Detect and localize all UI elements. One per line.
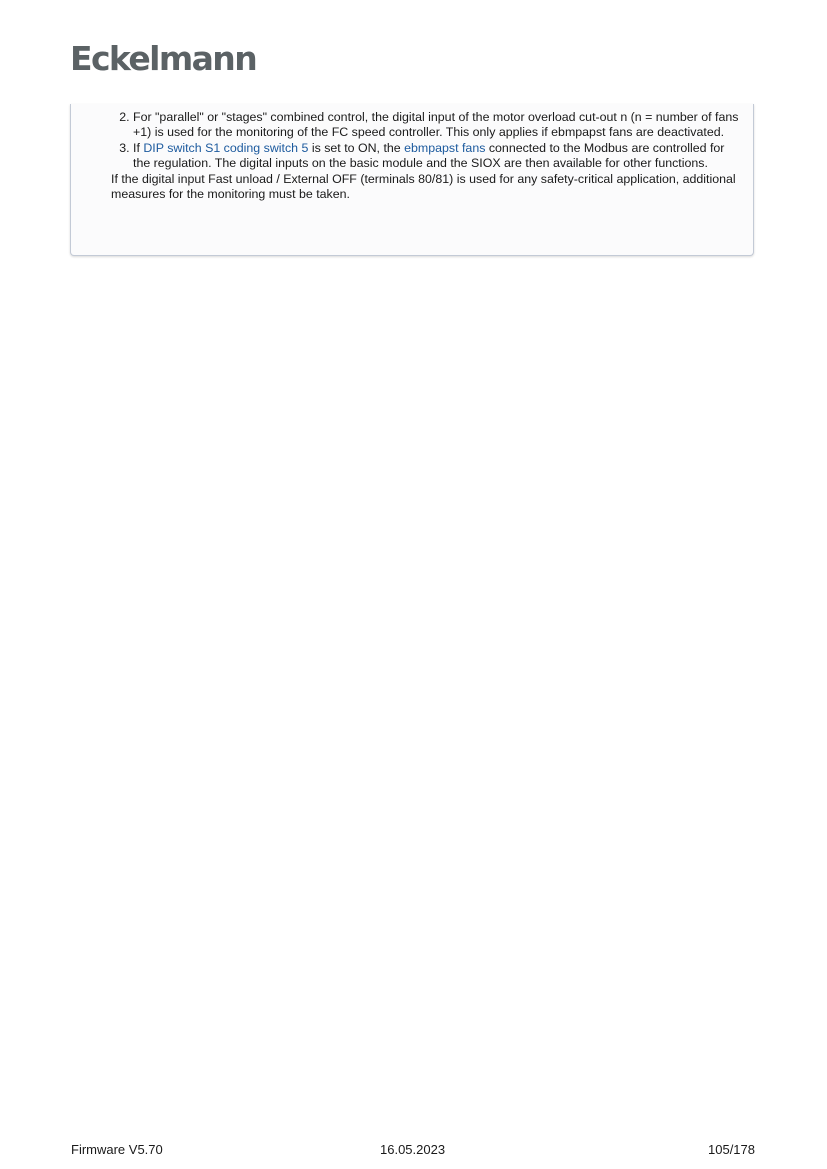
eckelmann-logo: Eckelmann [70,39,257,78]
note-list [111,110,743,172]
ebmpapst-fans-link[interactable]: ebmpapst fans [404,140,486,155]
list-item-3-text-after: connected to the Modbus are controlled for the regulation. The digital inputs on the basic module and the SIOX are then available for other functions. [133,140,725,171]
footer-page-number: 105/178 [708,1142,755,1157]
list-item-3-text-before: If [133,140,144,155]
footer-firmware: Firmware V5.70 [71,1142,163,1157]
list-item-3-text-middle: is set to ON, the [308,140,405,155]
footer-date: 16.05.2023 [380,1142,446,1157]
list-item-2 [133,110,743,141]
dip-switch-link[interactable]: DIP switch S1 coding switch 5 [143,140,309,155]
safety-warning-text: If the digital input Fast unload / External OFF (terminals 80/81) is used for any safety-critical application, additional measures for the monitoring must be taken. [111,171,736,202]
note-box [70,104,754,256]
note-content [111,110,743,202]
list-item-3 [133,141,743,172]
list-item-2-text: For "parallel" or "stages" combined control, the digital input of the motor overload cut-out n (n = number of fans +1) is used for the monitoring of the FC speed controller. This only applies if ebmpapst fans are deactivated. [133,110,739,140]
